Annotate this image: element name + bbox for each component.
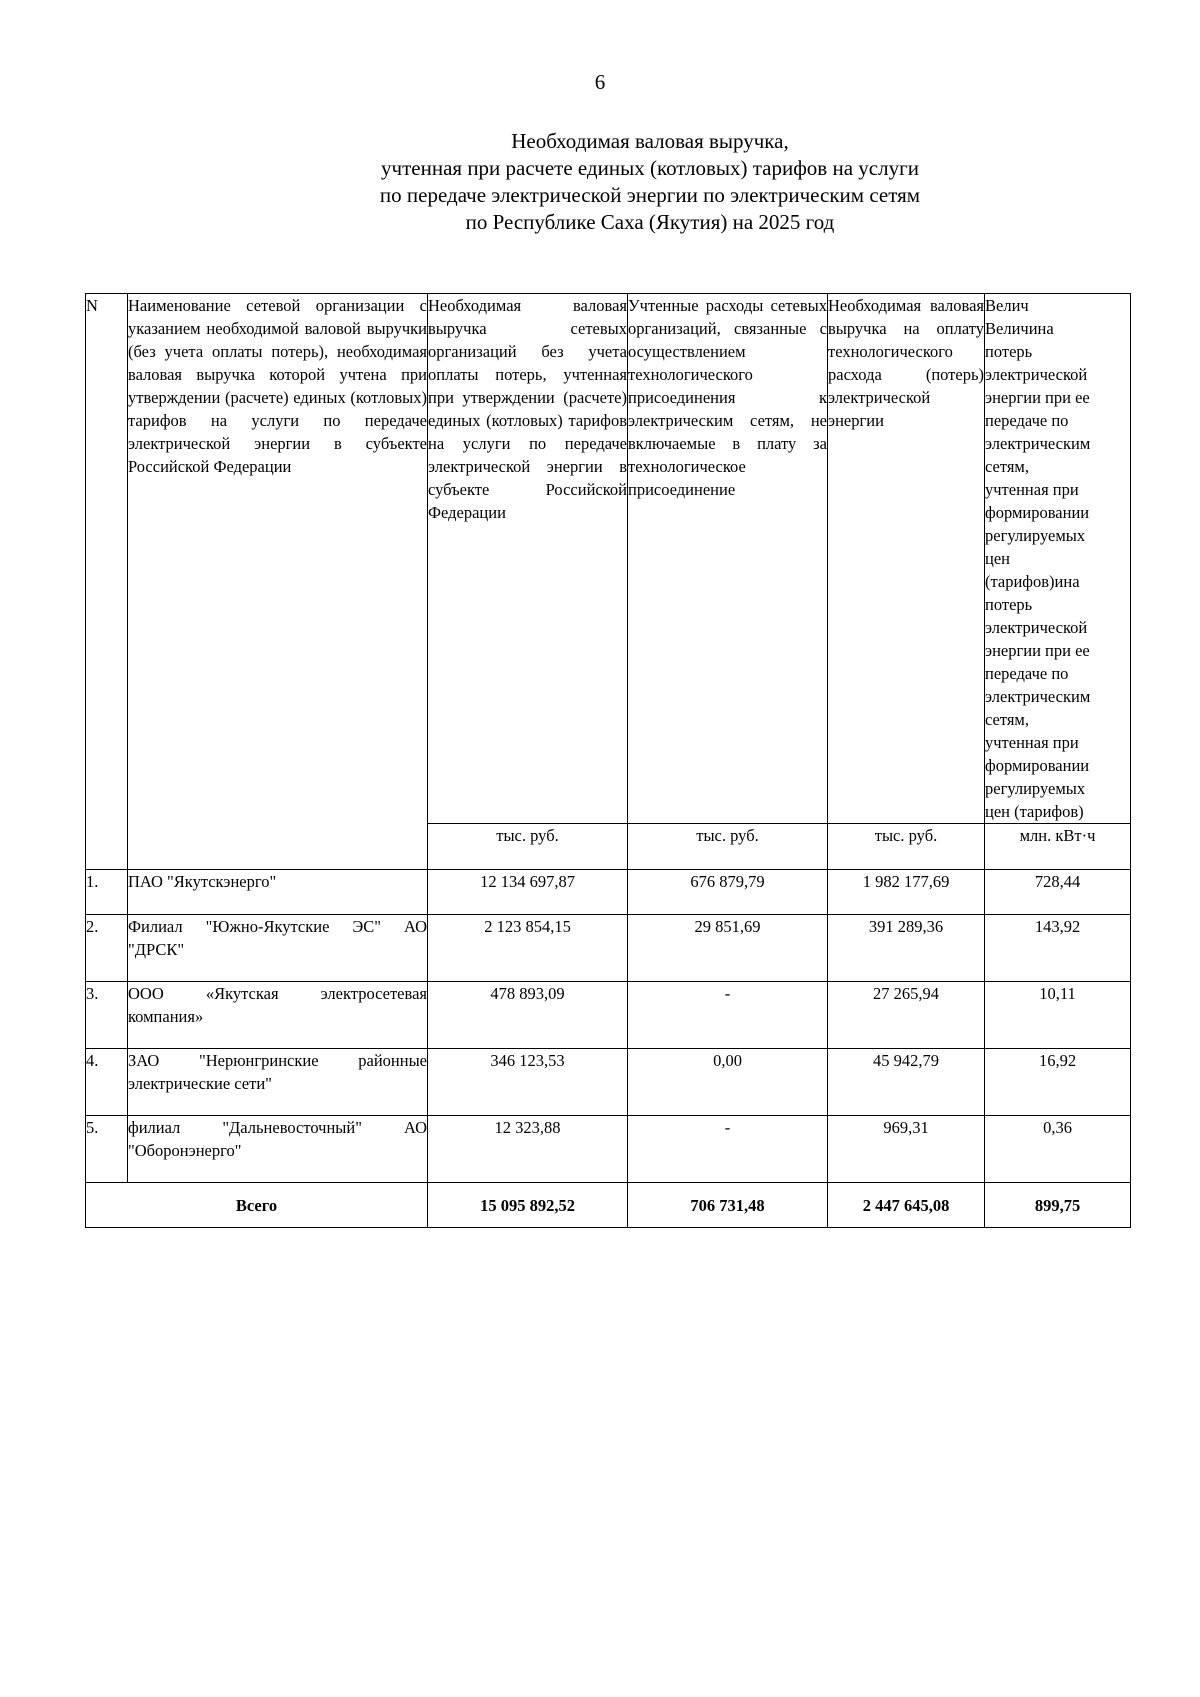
- nvv-value: 478 893,09: [428, 982, 628, 1049]
- organization-name: Филиал "Южно-Якутские ЭС" АО "ДРСК": [128, 915, 428, 982]
- document-title: [250, 128, 1050, 236]
- total-expenses: 706 731,48: [628, 1183, 828, 1228]
- header-loss-volume-line: сетям,: [985, 710, 1029, 729]
- loss-nvv-value: 27 265,94: [828, 982, 985, 1049]
- table-row: [86, 1049, 1131, 1116]
- header-loss-volume-line: сетям,: [985, 457, 1029, 476]
- nvv-value: 12 323,88: [428, 1116, 628, 1183]
- header-loss-volume-line: формировании: [985, 503, 1090, 522]
- unit-expenses: тыс. руб.: [628, 824, 828, 870]
- header-loss-volume-line: энергии при ее: [985, 388, 1090, 407]
- loss-nvv-value: 1 982 177,69: [828, 870, 985, 915]
- table-header-row: [86, 294, 1131, 824]
- header-loss-volume-line: (тарифов)ина: [985, 572, 1080, 591]
- organization-name: филиал "Дальневосточный" АО "Оборонэнерго": [128, 1116, 428, 1183]
- row-number: 2.: [86, 915, 128, 982]
- header-loss-volume-line: цен (тарифов): [985, 802, 1084, 821]
- loss-nvv-value: 391 289,36: [828, 915, 985, 982]
- header-loss-volume: [985, 294, 1131, 824]
- organization-name: ПАО "Якутскэнерго": [128, 870, 428, 915]
- loss-volume-value: 10,11: [985, 982, 1131, 1049]
- header-loss-nvv: Необходимая валовая выручка на оплату технологического расхода (потерь) электрической энергии: [828, 294, 985, 824]
- expenses-value: 0,00: [628, 1049, 828, 1116]
- header-loss-volume-line: Велич: [985, 296, 1029, 315]
- table-row: [86, 915, 1131, 982]
- table-row: [86, 982, 1131, 1049]
- header-nvv: Необходимая валовая выручка сетевых организаций без учета оплаты потерь, учтенная при утверждении (расчете) единых (котловых) тарифов на услуги по передаче электрической энергии в субъекте Российской Федерации: [428, 294, 628, 824]
- header-loss-volume-line: учтенная при: [985, 733, 1079, 752]
- loss-nvv-value: 969,31: [828, 1116, 985, 1183]
- loss-volume-value: 16,92: [985, 1049, 1131, 1116]
- row-number: 4.: [86, 1049, 128, 1116]
- table-row: [86, 1116, 1131, 1183]
- revenue-table: [85, 293, 1131, 1228]
- total-nvv: 15 095 892,52: [428, 1183, 628, 1228]
- loss-nvv-value: 45 942,79: [828, 1049, 985, 1116]
- row-number: 5.: [86, 1116, 128, 1183]
- unit-loss-volume: млн. кВт·ч: [985, 824, 1131, 870]
- total-loss-nvv: 2 447 645,08: [828, 1183, 985, 1228]
- header-loss-volume-line: электрической: [985, 618, 1088, 637]
- header-loss-volume-line: потерь: [985, 595, 1033, 614]
- nvv-value: 12 134 697,87: [428, 870, 628, 915]
- organization-name: ЗАО "Нерюнгринские районные электрические сети": [128, 1049, 428, 1116]
- nvv-value: 2 123 854,15: [428, 915, 628, 982]
- header-loss-volume-line: цен: [985, 549, 1010, 568]
- page-number: 6: [594, 70, 606, 94]
- title-line: по передаче электрической энергии по электрическим сетям: [379, 183, 921, 207]
- total-loss-volume: 899,75: [985, 1183, 1131, 1228]
- loss-volume-value: 728,44: [985, 870, 1131, 915]
- unit-nvv: тыс. руб.: [428, 824, 628, 870]
- unit-loss-nvv: тыс. руб.: [828, 824, 985, 870]
- loss-volume-value: 0,36: [985, 1116, 1131, 1183]
- row-number: 3.: [86, 982, 128, 1049]
- expenses-value: -: [628, 982, 828, 1049]
- header-loss-volume-line: Величина: [985, 319, 1054, 338]
- total-label: Всего: [86, 1183, 428, 1228]
- title-line: учтенная при расчете единых (котловых) тарифов на услуги: [381, 156, 919, 180]
- table-total-row: [86, 1183, 1131, 1228]
- header-organization-name: Наименование сетевой организации с указанием необходимой валовой выручки (без учета оплаты потерь), необходимая валовая выручка которой учтена при утверждении (расчете) единых (котловых) тарифов на услуги по передаче электрической энергии в субъекте Российской Федерации: [128, 294, 428, 870]
- header-loss-volume-line: регулируемых: [985, 779, 1086, 798]
- organization-name: ООО «Якутская электросетевая компания»: [128, 982, 428, 1049]
- title-line: по Республике Саха (Якутия) на 2025 год: [465, 210, 835, 234]
- table-row: [86, 870, 1131, 915]
- header-loss-volume-line: передаче по: [985, 664, 1069, 683]
- header-loss-volume-line: электрической: [985, 365, 1088, 384]
- header-loss-volume-line: регулируемых: [985, 526, 1086, 545]
- header-loss-volume-line: учтенная при: [985, 480, 1079, 499]
- header-loss-volume-line: электрическим: [985, 687, 1091, 706]
- header-loss-volume-line: энергии при ее: [985, 641, 1090, 660]
- header-loss-volume-line: потерь: [985, 342, 1033, 361]
- header-loss-volume-lines: [985, 294, 1130, 823]
- header-expenses: Учтенные расходы сетевых организаций, связанные с осуществлением технологического присоединения к электрическим сетям, не включаемые в плату за технологическое присоединение: [628, 294, 828, 824]
- header-n: N: [86, 294, 128, 870]
- header-loss-volume-line: передаче по: [985, 411, 1069, 430]
- expenses-value: 29 851,69: [628, 915, 828, 982]
- nvv-value: 346 123,53: [428, 1049, 628, 1116]
- expenses-value: -: [628, 1116, 828, 1183]
- expenses-value: 676 879,79: [628, 870, 828, 915]
- header-loss-volume-line: электрическим: [985, 434, 1091, 453]
- loss-volume-value: 143,92: [985, 915, 1131, 982]
- row-number: 1.: [86, 870, 128, 915]
- title-line: Необходимая валовая выручка,: [511, 129, 789, 153]
- header-loss-volume-line: формировании: [985, 756, 1090, 775]
